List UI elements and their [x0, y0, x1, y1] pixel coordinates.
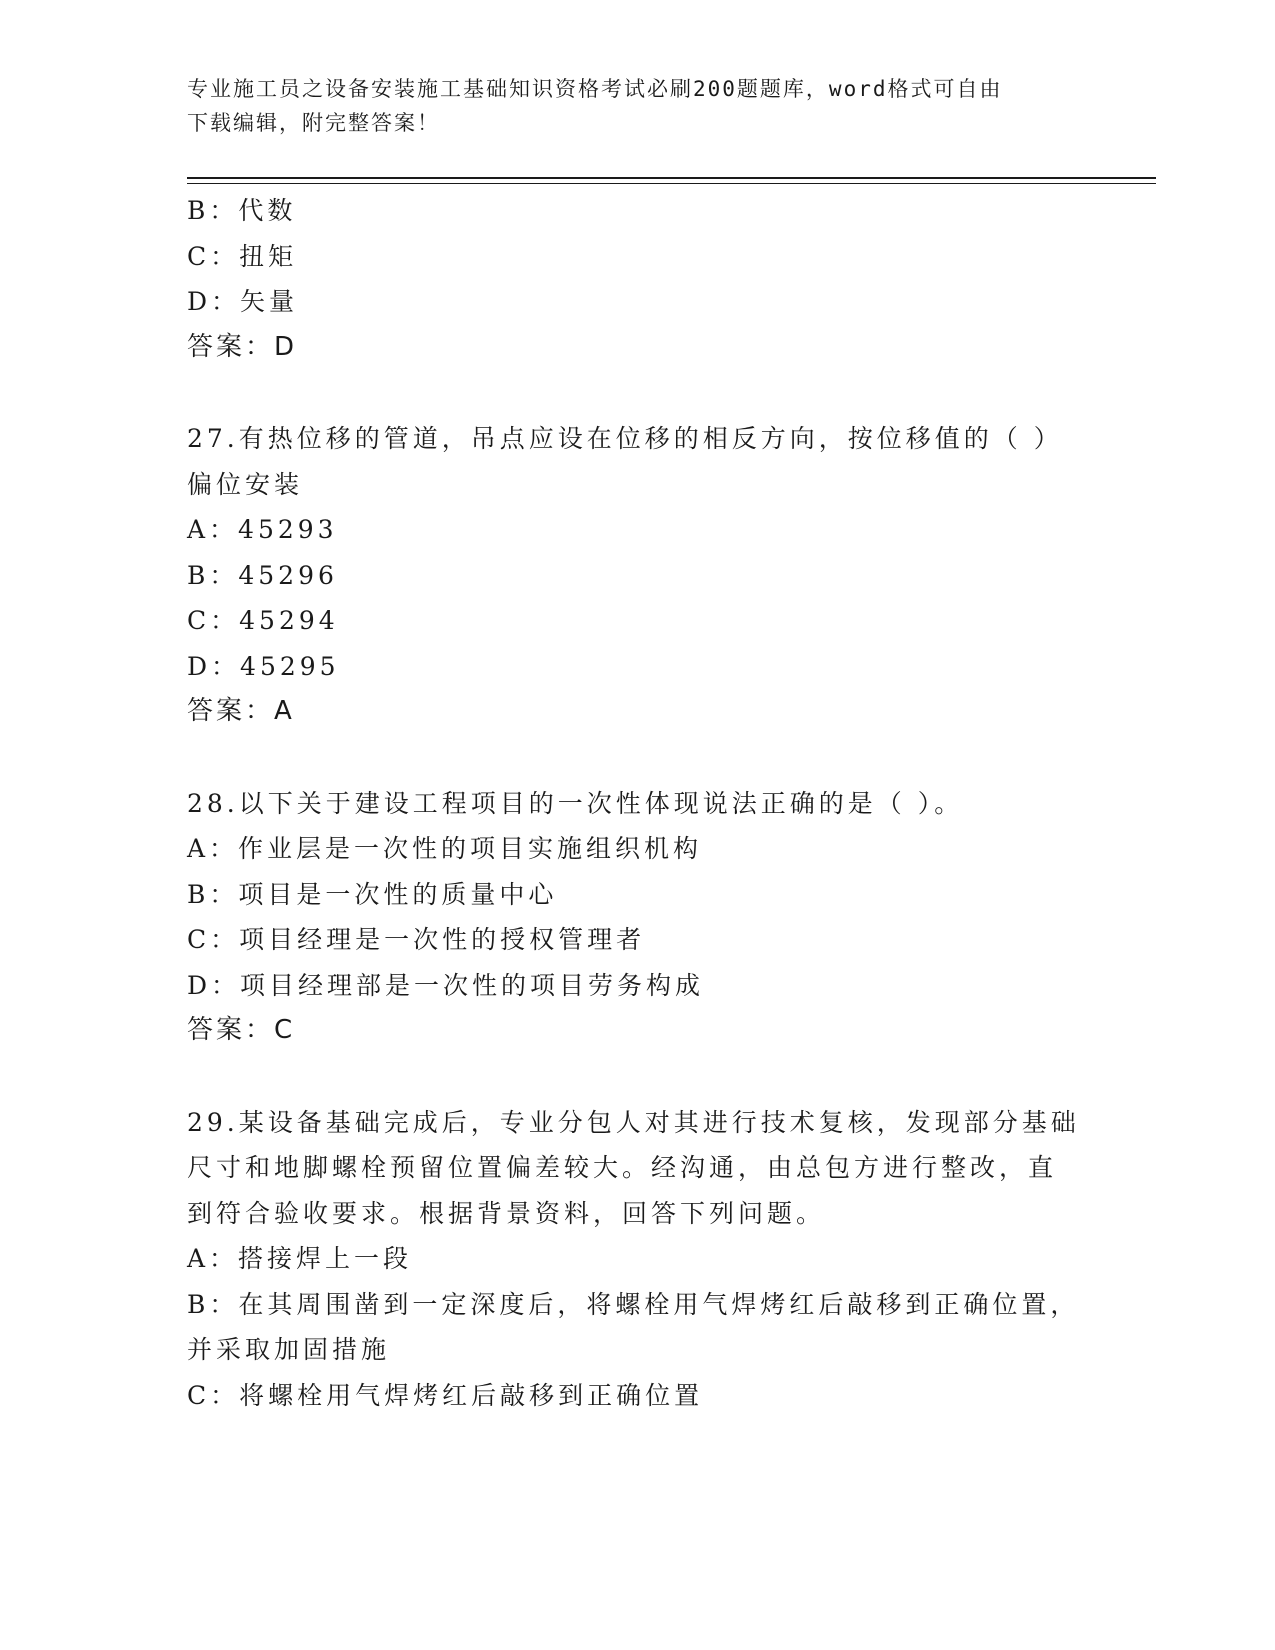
option-d: D：45295 — [187, 651, 340, 681]
spacer — [187, 370, 1087, 416]
question-26-tail — [187, 188, 1087, 370]
option-b: B：在其周围凿到一定深度后，将螺栓用气焊烤红后敲移到正确位置， — [187, 1289, 1080, 1319]
option-b: B：代数 — [187, 196, 297, 225]
document-header — [187, 72, 1087, 140]
question-stem-cont: 尺寸和地脚螺栓预留位置偏差较大。经沟通，由总包方进行整改，直 — [187, 1153, 1058, 1182]
document-body — [187, 188, 1087, 1418]
question-stem-cont: 到符合验收要求。根据背景资料，回答下列问题。 — [187, 1198, 826, 1228]
question-stem: 29.某设备基础完成后，专业分包人对其进行技术复核，发现部分基础 — [187, 1107, 1080, 1137]
option-b-cont: 并采取加固措施 — [187, 1335, 391, 1364]
answer-label: 答案：D — [187, 331, 298, 362]
header-line-2: 下载编辑，附完整答案！ — [187, 111, 440, 135]
header-divider-thick — [187, 177, 1156, 179]
question-stem: 28.以下关于建设工程项目的一次性体现说法正确的是（ ）。 — [187, 788, 964, 818]
spacer — [187, 735, 1087, 781]
option-a: A：作业层是一次性的项目实施组织机构 — [187, 834, 703, 863]
question-27 — [187, 416, 1087, 735]
option-d: D：项目经理部是一次性的项目劳务构成 — [187, 970, 705, 1000]
option-c: C：将螺栓用气焊烤红后敲移到正确位置 — [187, 1380, 704, 1410]
answer-label: 答案：C — [187, 1015, 296, 1045]
question-28 — [187, 781, 1087, 1054]
option-a: A：搭接焊上一段 — [187, 1244, 413, 1273]
option-c: C：扭矩 — [187, 241, 298, 271]
question-29 — [187, 1100, 1087, 1419]
spacer — [187, 1054, 1087, 1100]
option-d: D：矢量 — [187, 287, 299, 316]
option-c: C：项目经理是一次性的授权管理者 — [187, 925, 646, 954]
question-stem-cont: 偏位安装 — [187, 469, 304, 499]
header-line-1: 专业施工员之设备安装施工基础知识资格考试必刷200题题库，word格式可自由 — [187, 77, 1003, 101]
option-b: B：45296 — [187, 560, 338, 590]
header-divider-thin — [187, 183, 1156, 184]
option-b: B：项目是一次性的质量中心 — [187, 879, 558, 909]
answer-label: 答案：A — [187, 696, 295, 726]
option-a: A：45293 — [187, 515, 338, 544]
question-stem: 27.有热位移的管道，吊点应设在位移的相反方向，按位移值的（ ） — [187, 424, 1063, 453]
option-c: C：45294 — [187, 606, 339, 635]
